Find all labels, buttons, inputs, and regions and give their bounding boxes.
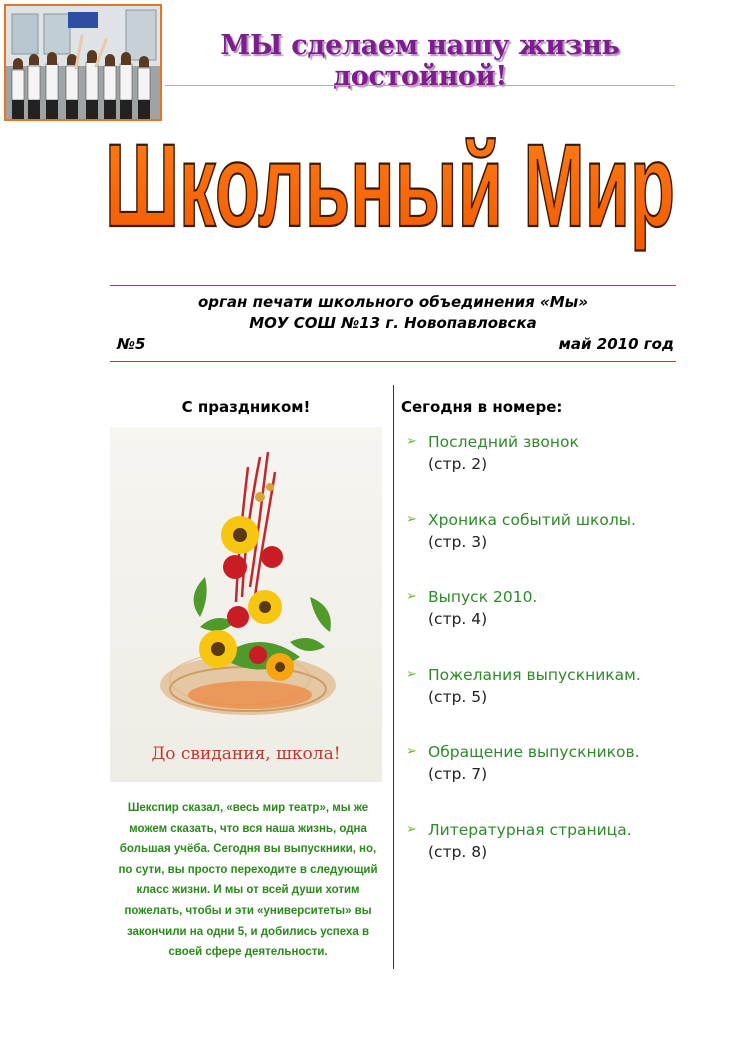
contents-item-title[interactable]: Хроника событий школы. bbox=[428, 510, 636, 529]
org-line-2: МОУ СОШ №13 г. Новопавловска bbox=[249, 314, 537, 332]
contents-item-title[interactable]: Обращение выпускников. bbox=[428, 743, 640, 761]
arrow-bullet-icon: ➢ bbox=[406, 744, 417, 759]
slogan: МЫ сделаем нашу жизнь достойной! bbox=[220, 30, 620, 92]
contents-item-page: (стр. 2) bbox=[428, 455, 488, 473]
arrow-bullet-icon: ➢ bbox=[406, 434, 417, 449]
contents-item[interactable] bbox=[406, 432, 706, 510]
greeting-title: С праздником! bbox=[181, 398, 311, 416]
contents-item[interactable] bbox=[406, 820, 706, 898]
column-divider bbox=[393, 385, 394, 969]
issue-number: №5 bbox=[117, 335, 146, 353]
greeting-text: Шекспир сказал, «весь мир театр», мы же можем сказать, что вся наша жизнь, одна большая учёба. Сегодня вы выпускники, но, по сути, вы просто переходите в следующий класс жизни. И мы от всей души хотим пожелать, чтобы и эти «университеты» вы закончили на одни 5, и добились успеха в своей сфере деятельности. bbox=[118, 802, 378, 959]
header-rule-bottom bbox=[110, 361, 676, 362]
flower-bouquet-image bbox=[110, 427, 382, 782]
contents-item-page: (стр. 5) bbox=[428, 687, 488, 706]
contents-item-title[interactable]: Литературная страница. bbox=[428, 820, 632, 839]
arrow-bullet-icon: ➢ bbox=[406, 666, 417, 682]
slogan-divider bbox=[165, 85, 675, 86]
contents-item-page: (стр. 4) bbox=[428, 610, 488, 628]
contents-item[interactable] bbox=[406, 665, 706, 743]
masthead-title bbox=[100, 108, 680, 258]
masthead-text: Школьный Мир bbox=[105, 120, 675, 252]
image-caption: До свидания, школа! bbox=[151, 744, 341, 764]
contents-item[interactable] bbox=[406, 587, 706, 665]
contents-list bbox=[406, 432, 706, 897]
contents-item-page: (стр. 3) bbox=[428, 532, 488, 551]
contents-title: Сегодня в номере: bbox=[401, 398, 563, 416]
contents-item[interactable] bbox=[406, 742, 706, 820]
issue-date: май 2010 год bbox=[558, 335, 674, 353]
contents-item-title[interactable]: Пожелания выпускникам. bbox=[428, 665, 641, 684]
contents-item-title[interactable]: Последний звонок bbox=[428, 433, 579, 451]
students-photo bbox=[4, 4, 162, 121]
header-rule-top bbox=[110, 285, 676, 286]
arrow-bullet-icon: ➢ bbox=[406, 589, 417, 604]
contents-item-title[interactable]: Выпуск 2010. bbox=[428, 588, 538, 606]
contents-item-page: (стр. 7) bbox=[428, 765, 488, 783]
arrow-bullet-icon: ➢ bbox=[406, 821, 417, 837]
org-line-1: орган печати школьного объединения «Мы» bbox=[198, 293, 588, 311]
contents-item-page: (стр. 8) bbox=[428, 842, 488, 861]
contents-item[interactable] bbox=[406, 510, 706, 588]
arrow-bullet-icon: ➢ bbox=[406, 511, 417, 527]
